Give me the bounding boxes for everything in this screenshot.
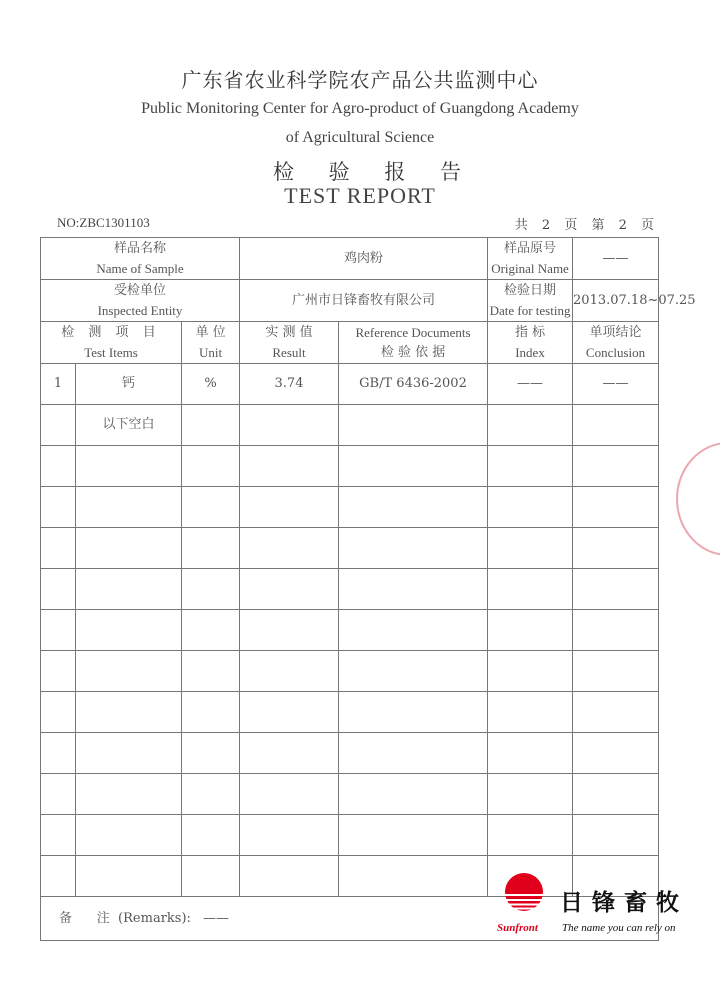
date-label <box>488 280 573 322</box>
original-name-label-en: Original Name <box>491 260 569 276</box>
blank-row <box>41 692 659 733</box>
result: 3.74 <box>240 364 339 405</box>
header-reference-cn: 检 验 依 据 <box>380 344 446 360</box>
header-reference-en: Reference Documents <box>355 324 471 340</box>
result <box>240 405 339 446</box>
date-value: 2013.07.18~07.25 <box>573 280 659 322</box>
unit: % <box>182 364 240 405</box>
table-row <box>41 405 659 446</box>
row-number: 1 <box>41 364 76 405</box>
blank-row <box>41 774 659 815</box>
header-index-cn: 指 标 <box>514 324 546 340</box>
entity-row <box>41 280 659 322</box>
blank-row <box>41 815 659 856</box>
entity-label-cn: 受检单位 <box>114 282 167 298</box>
header-test-items <box>41 322 182 364</box>
index: —— <box>488 364 573 405</box>
sample-name-row <box>41 238 659 280</box>
sample-name-label-cn: 样品名称 <box>114 240 167 256</box>
date-label-cn: 检验日期 <box>504 282 557 298</box>
page-info: 共 2 页 第 2 页 <box>514 218 656 233</box>
table-row <box>41 364 659 405</box>
sample-name-label-en: Name of Sample <box>96 260 184 276</box>
original-name-value: —— <box>573 238 659 280</box>
original-name-label-cn: 样品原号 <box>504 240 557 256</box>
blank-row <box>41 569 659 610</box>
test-report-table <box>40 237 696 941</box>
header-result-cn: 实 测 值 <box>265 324 313 340</box>
reference: GB/T 6436-2002 <box>339 364 488 405</box>
row-number <box>41 405 76 446</box>
header-unit <box>182 322 240 364</box>
header-test-items-cn: 检 测 项 目 <box>61 324 161 340</box>
remarks-value: —— <box>203 910 230 926</box>
blank-row <box>41 610 659 651</box>
red-seal-stamp <box>676 442 720 556</box>
header-conclusion-en: Conclusion <box>585 344 646 360</box>
logo-slogan: The name you can rely on <box>562 922 676 934</box>
header-index <box>488 322 573 364</box>
sample-name-value: 鸡肉粉 <box>240 238 488 280</box>
conclusion: —— <box>573 364 659 405</box>
header-result-en: Result <box>272 344 306 360</box>
report-title-cn: 检 验 报 告 <box>272 160 476 184</box>
conclusion <box>573 405 659 446</box>
header-index-en: Index <box>515 344 545 360</box>
blank-row <box>41 528 659 569</box>
header-result <box>240 322 339 364</box>
entity-label-en: Inspected Entity <box>97 302 183 318</box>
header-conclusion-cn: 单项结论 <box>589 324 642 340</box>
blank-row <box>41 446 659 487</box>
org-name-en-line1: Public Monitoring Center for Agro-product of Guangdong Academy <box>141 100 579 117</box>
entity-label <box>41 280 240 322</box>
reference <box>339 405 488 446</box>
header-unit-en: Unit <box>198 344 223 360</box>
report-title-en: TEST REPORT <box>284 183 436 208</box>
original-name-label <box>488 238 573 280</box>
header-conclusion <box>573 322 659 364</box>
index <box>488 405 573 446</box>
date-label-en: Date for testing <box>489 302 571 318</box>
unit <box>182 405 240 446</box>
logo-text-cn: 日锋畜牧 <box>560 890 688 916</box>
table-header-row <box>41 322 659 364</box>
blank-row <box>41 487 659 528</box>
header-unit-cn: 单 位 <box>195 324 226 340</box>
header-reference <box>339 322 488 364</box>
header-test-items-en: Test Items <box>84 344 138 360</box>
blank-row <box>41 651 659 692</box>
org-name-cn: 广东省农业科学院农产品公共监测中心 <box>181 68 539 92</box>
remarks-label: 备 注 (Remarks): <box>59 910 191 926</box>
sample-name-label <box>41 238 240 280</box>
entity-value: 广州市日锋畜牧有限公司 <box>240 280 488 322</box>
blank-row <box>41 733 659 774</box>
test-item: 以下空白 <box>76 405 182 446</box>
sunfront-logo-icon <box>498 873 550 913</box>
test-item: 钙 <box>76 364 182 405</box>
logo-text-en: Sunfront <box>497 922 538 934</box>
org-name-en-line2: of Agricultural Science <box>285 129 435 146</box>
report-number: NO:ZBC1301103 <box>57 215 150 230</box>
